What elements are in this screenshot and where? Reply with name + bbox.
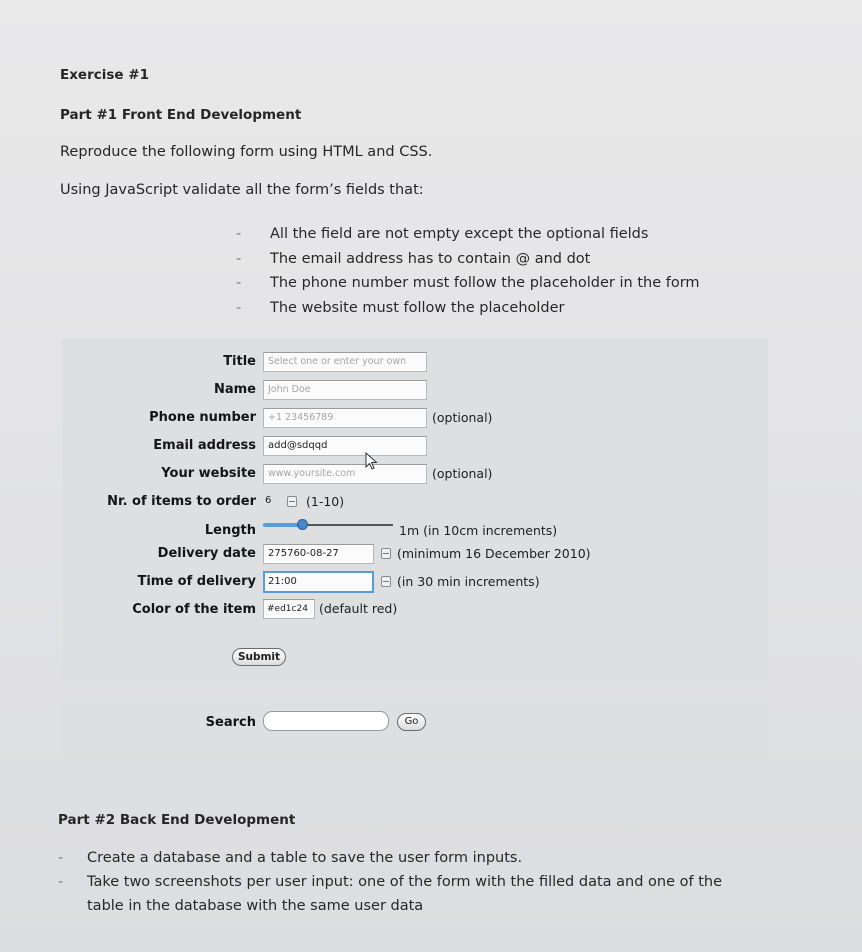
name-input[interactable]: John Doe	[263, 380, 427, 400]
phone-optional-note: (optional)	[432, 410, 493, 425]
delivery-time-note: (in 30 min increments)	[397, 574, 540, 589]
color-default-note: (default red)	[319, 601, 398, 616]
length-slider[interactable]	[263, 522, 393, 528]
delivery-time-input[interactable]: 21:00	[263, 571, 374, 593]
delivery-date-input[interactable]: 275760-08-27	[263, 544, 374, 564]
list-item: - The email address has to contain @ and dot	[236, 250, 591, 267]
name-label: Name	[213, 382, 256, 397]
list-item: - Take two screenshots per user input: one of the form with the filled data and one of the table in the database with the same user data	[58, 874, 722, 914]
phone-label: Phone number	[149, 410, 256, 425]
color-input[interactable]: #ed1c24	[263, 599, 315, 619]
items-input[interactable]: 6	[265, 495, 272, 506]
title-label: Title	[223, 354, 256, 369]
items-label: Nr. of items to order	[107, 494, 256, 509]
length-slider-thumb[interactable]	[297, 519, 308, 530]
length-note: 1m (in 10cm increments)	[399, 523, 558, 538]
part2-heading: Part #2 Back End Development	[58, 812, 296, 828]
list-item: - The website must follow the placeholder	[236, 299, 565, 316]
part1-intro: Reproduce the following form using HTML and CSS.	[60, 144, 433, 160]
website-label: Your website	[161, 466, 256, 481]
part1-heading: Part #1 Front End Development	[60, 107, 302, 123]
exercise-title: Exercise #1	[60, 67, 149, 83]
list-item: - Create a database and a table to save the user form inputs.	[58, 850, 523, 866]
delivery-time-spinner-icon[interactable]	[381, 576, 391, 587]
website-optional-note: (optional)	[432, 466, 493, 481]
items-spinner-icon[interactable]	[287, 496, 297, 507]
go-button[interactable]: Go	[397, 713, 426, 731]
email-label: Email address	[153, 438, 256, 453]
delivery-date-label: Delivery date	[157, 546, 256, 561]
delivery-time-label: Time of delivery	[137, 574, 256, 589]
part1-validate-intro: Using JavaScript validate all the form’s fields that:	[60, 182, 424, 198]
search-input[interactable]	[263, 711, 389, 731]
delivery-date-spinner-icon[interactable]	[381, 548, 391, 559]
mouse-cursor-icon	[364, 452, 380, 472]
title-input[interactable]: Select one or enter your own	[263, 352, 427, 372]
phone-input[interactable]: +1 23456789	[263, 408, 427, 428]
delivery-date-note: (minimum 16 December 2010)	[397, 546, 591, 561]
items-range-note: (1-10)	[306, 494, 345, 509]
length-label: Length	[204, 523, 256, 538]
website-input[interactable]: www.yoursite.com	[263, 464, 427, 484]
validation-list	[236, 222, 756, 320]
list-item: - The phone number must follow the placeholder in the form	[236, 275, 700, 292]
submit-button[interactable]: Submit	[232, 648, 286, 666]
part2-list	[58, 846, 758, 918]
list-item: - All the field are not empty except the optional fields	[236, 226, 649, 243]
search-label: Search	[205, 715, 256, 730]
email-input[interactable]: add@sdqqd	[263, 436, 427, 456]
color-label: Color of the item	[132, 602, 256, 617]
